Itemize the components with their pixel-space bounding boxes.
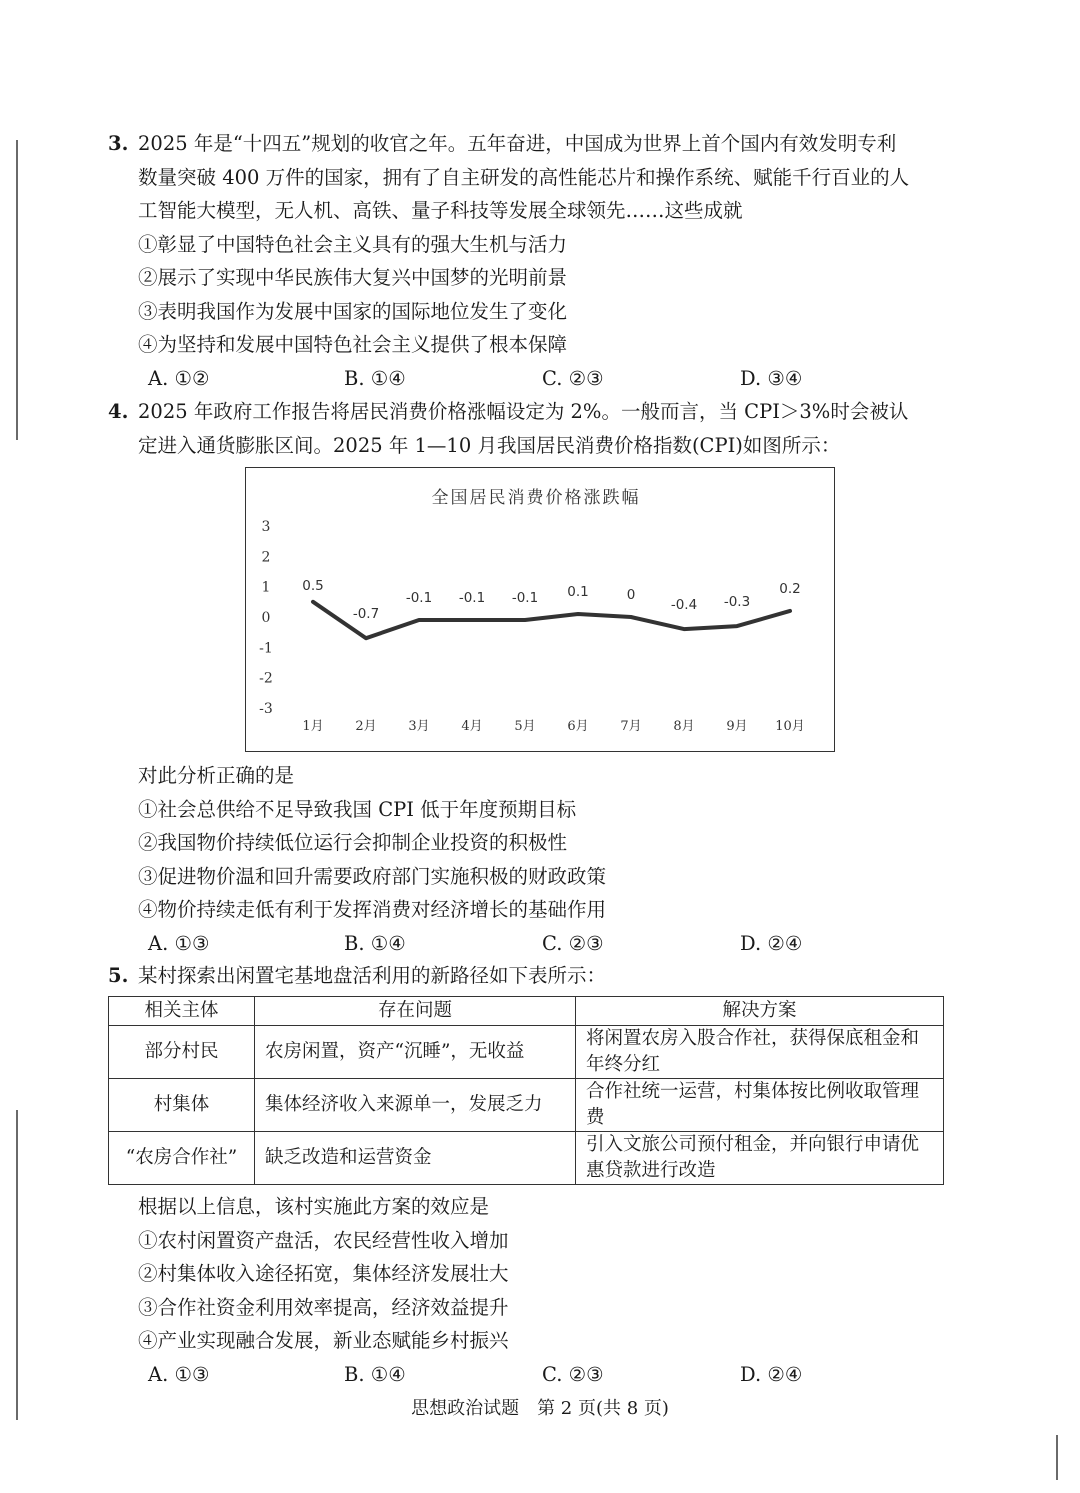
cpi-series-line <box>313 602 790 638</box>
q3-options <box>108 362 948 395</box>
data-label: 0.1 <box>567 583 589 600</box>
y-tick-label: 0 <box>261 610 271 626</box>
data-label: 0 <box>626 587 636 603</box>
x-tick-label: 2月 <box>355 719 377 734</box>
q4-number: 4. <box>108 400 129 423</box>
table-cell: 集体经济收入来源单一，发展乏力 <box>255 1079 576 1132</box>
q3-line-2: 数量突破 400 万件的国家，拥有了自主研发的高性能芯片和操作系统、赋能千行百业的人 <box>138 165 910 189</box>
page-footer: 思想政治试题 第 2 页(共 8 页) <box>411 1398 669 1419</box>
q3-line-3: 工智能大模型，无人机、高铁、量子科技等发展全球领先……这些成就 <box>138 199 743 222</box>
q4-line-2: 定进入通货膨胀区间。2025 年 1—10 月我国居民消费价格指数(CPI)如图所示： <box>138 433 841 457</box>
q4-item-2: ②我国物价持续低位运行会抑制企业投资的积极性 <box>138 831 568 854</box>
q5-option-c[interactable]: C. ②③ <box>542 1362 604 1386</box>
x-tick-label: 7月 <box>620 719 642 734</box>
q5-item-4: ④产业实现融合发展，新业态赋能乡村振兴 <box>138 1329 509 1352</box>
q4-option-a[interactable]: A. ①③ <box>148 931 210 955</box>
q3-option-b[interactable]: B. ①④ <box>344 366 406 390</box>
q4-item-3: ③促进物价温和回升需要政府部门实施积极的财政政策 <box>138 864 607 888</box>
q3-line-1: 3. 2025 年是“十四五”规划的收官之年。五年奋进，中国成为世界上首个国内有效发明专利 <box>108 127 948 161</box>
data-label: -0.4 <box>670 597 698 614</box>
q4-line-1: 4. 2025 年政府工作报告将居民消费价格涨幅设定为 2%。一般而言，当 CPI＞3%时会被认 <box>108 395 948 429</box>
table-cell: 村集体 <box>109 1079 255 1132</box>
table-row <box>109 1132 944 1185</box>
q4-option-b[interactable]: B. ①④ <box>344 931 406 955</box>
data-label: -0.1 <box>458 590 486 607</box>
q4-item-4: ④物价持续走低有利于发挥消费对经济增长的基础作用 <box>138 898 607 921</box>
cpi-chart-svg <box>246 468 834 751</box>
table-row <box>109 1026 944 1079</box>
x-tick-label: 3月 <box>408 719 430 734</box>
q3-number: 3. <box>108 132 129 155</box>
table-cell: 引入文旅公司预付租金，并向银行申请优惠贷款进行改造 <box>576 1132 944 1185</box>
table-header: 解决方案 <box>576 997 944 1026</box>
q5-item-1: ①农村闲置资产盘活，农民经营性收入增加 <box>138 1228 509 1252</box>
table-cell: “农房合作社” <box>109 1132 255 1185</box>
table-header-row <box>109 997 944 1026</box>
q5-item-3: ③合作社资金利用效率提高，经济效益提升 <box>138 1295 509 1319</box>
left-margin-line <box>16 1110 18 1420</box>
cpi-chart <box>245 467 835 752</box>
data-label: -0.3 <box>723 594 751 611</box>
data-label: -0.1 <box>405 590 433 607</box>
question-3 <box>108 127 948 395</box>
table-row <box>109 1079 944 1132</box>
table-header: 相关主体 <box>109 997 255 1026</box>
q5-option-a[interactable]: A. ①③ <box>148 1362 210 1386</box>
q3-item-3: ③表明我国作为发展中国家的国际地位发生了变化 <box>138 299 568 323</box>
chart-title: 全国居民消费价格涨跌幅 <box>431 488 641 508</box>
x-tick-label: 6月 <box>567 719 589 734</box>
q3-option-c[interactable]: C. ②③ <box>542 366 604 390</box>
y-tick-label: -1 <box>259 640 273 657</box>
q3-option-d[interactable]: D. ③④ <box>740 366 803 390</box>
q5-item-2: ②村集体收入途径拓宽，集体经济发展壮大 <box>138 1262 509 1285</box>
y-tick-label: -3 <box>259 701 273 717</box>
y-tick-label: -2 <box>259 670 273 687</box>
y-axis <box>259 519 273 717</box>
question-5 <box>108 959 948 993</box>
data-label: 0.5 <box>302 577 324 594</box>
q3-option-a[interactable]: A. ①② <box>148 366 210 390</box>
table-cell: 合作社统一运营，村集体按比例收取管理费 <box>576 1079 944 1132</box>
q5-option-d[interactable]: D. ②④ <box>740 1362 803 1386</box>
question-5-analysis <box>108 1190 948 1391</box>
y-tick-label: 2 <box>261 549 271 566</box>
q5-options <box>108 1358 948 1391</box>
table-cell: 将闲置农房入股合作社，获得保底租金和年终分红 <box>576 1026 944 1079</box>
x-tick-label: 4月 <box>461 719 483 734</box>
q5-table <box>108 996 944 1185</box>
y-tick-label: 1 <box>261 579 271 596</box>
q4-stem: 对此分析正确的是 <box>138 764 295 787</box>
x-tick-label: 5月 <box>514 719 536 734</box>
q3-item-4: ④为坚持和发展中国特色社会主义提供了根本保障 <box>138 333 568 356</box>
y-tick-label: 3 <box>261 519 271 535</box>
table-header: 存在问题 <box>255 997 576 1026</box>
q4-item-1: ①社会总供给不足导致我国 CPI 低于年度预期目标 <box>138 797 577 821</box>
data-label: 0.2 <box>779 580 801 597</box>
table-cell: 农房闲置，资产“沉睡”，无收益 <box>255 1026 576 1079</box>
question-4-analysis <box>108 759 948 960</box>
table-cell: 缺乏改造和运营资金 <box>255 1132 576 1185</box>
data-label: -0.7 <box>352 606 380 623</box>
q4-option-c[interactable]: C. ②③ <box>542 931 604 955</box>
q4-option-d[interactable]: D. ②④ <box>740 931 803 955</box>
question-4 <box>108 395 948 462</box>
x-tick-label: 1月 <box>302 719 324 734</box>
q3-item-2: ②展示了实现中华民族伟大复兴中国梦的光明前景 <box>138 266 568 289</box>
q3-item-1: ①彰显了中国特色社会主义具有的强大生机与活力 <box>138 232 568 256</box>
x-tick-label: 10月 <box>775 719 805 734</box>
q5-number: 5. <box>108 964 129 987</box>
x-axis <box>302 719 804 734</box>
q5-line-1: 5. 某村探索出闲置宅基地盘活利用的新路径如下表所示： <box>108 959 948 993</box>
right-margin-line <box>1056 1435 1058 1480</box>
q5-option-b[interactable]: B. ①④ <box>344 1362 406 1386</box>
x-tick-label: 8月 <box>673 719 695 734</box>
q5-stem: 根据以上信息，该村实施此方案的效应是 <box>138 1195 490 1218</box>
left-margin-line <box>16 140 18 440</box>
data-label: -0.1 <box>511 590 539 607</box>
x-tick-label: 9月 <box>726 719 748 734</box>
table-cell: 部分村民 <box>109 1026 255 1079</box>
q4-options <box>108 927 948 960</box>
